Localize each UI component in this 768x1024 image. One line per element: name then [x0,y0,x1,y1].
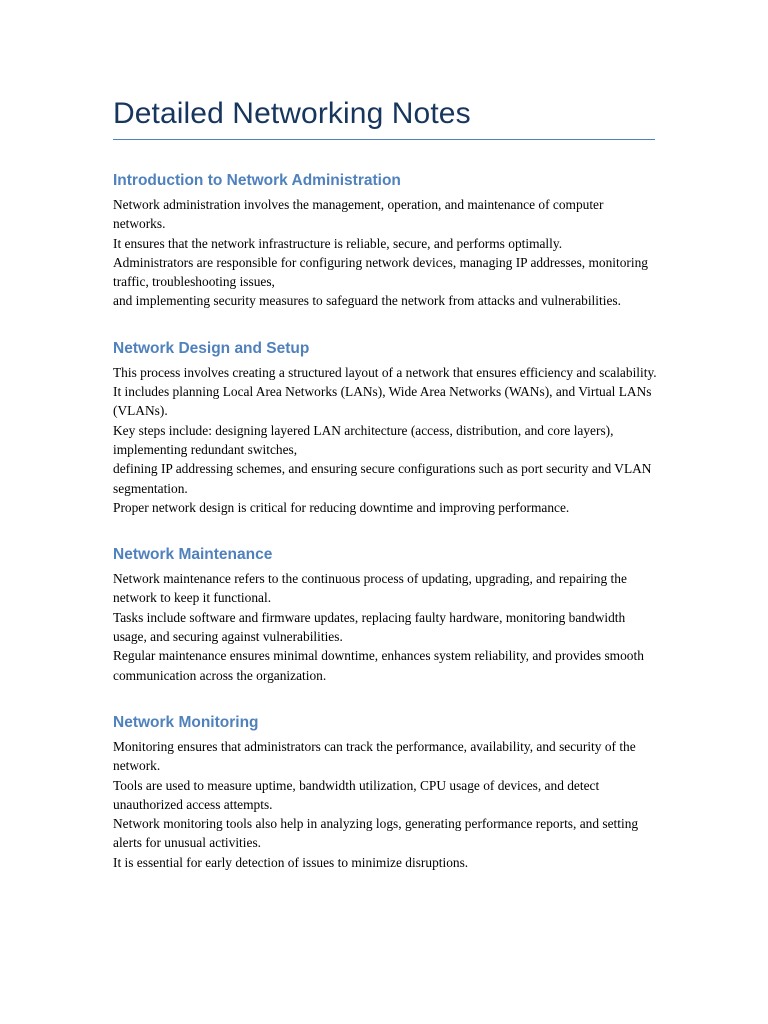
paragraph-line: Monitoring ensures that administrators can track the performance, availability, and security of the network. [113,738,636,774]
section-heading: Network Design and Setup [113,339,310,357]
paragraph-line: This process involves creating a structured layout of a network that ensures efficiency and scalability. [113,364,657,380]
paragraph-line: Key steps include: designing layered LAN architecture (access, distribution, and core layers), implementing redundant switches, [113,422,614,457]
document-body [113,93,658,872]
section-heading: Introduction to Network Administration [113,172,401,189]
section-heading: Network Maintenance [113,546,273,564]
section-heading: Network Monitoring [113,713,259,731]
section-monitoring [113,713,658,872]
paragraph-line: Network maintenance refers to the continuous process of updating, upgrading, and repairing the network to keep it functional. [113,571,627,606]
paragraph-line: Network monitoring tools also help in analyzing logs, generating performance reports, and setting alerts for unusual activities. [113,816,639,851]
paragraph-line: Regular maintenance ensures minimal downtime, enhances system reliability, and provides smooth communication across the organization. [113,648,644,683]
document-title: Detailed Networking Notes [113,97,471,130]
paragraph-line: and implementing security measures to safeguard the network from attacks and vulnerabilities. [113,293,621,309]
title-divider [113,139,655,140]
paragraph-line: It includes planning Local Area Networks (LANs), Wide Area Networks (WANs), and Virtual LANs (VLANs). [113,384,652,419]
paragraph-line: Proper network design is critical for reducing downtime and improving performance. [113,499,570,515]
paragraph-line: It ensures that the network infrastructure is reliable, secure, and performs optimally. [113,235,563,251]
paragraph-line: Tasks include software and firmware updates, replacing faulty hardware, monitoring bandwidth usage, and securing against vulnerabilities. [113,609,626,645]
section-maintenance [113,545,658,685]
paragraph-line: defining IP addressing schemes, and ensuring secure configurations such as port security and VLAN segmentation. [113,461,652,496]
paragraph-line: Network administration involves the management, operation, and maintenance of computer networks. [113,197,604,232]
paragraph-line: Tools are used to measure uptime, bandwidth utilization, CPU usage of devices, and detect unauthorized access attempts. [113,777,600,812]
paragraph-line: Administrators are responsible for configuring network devices, managing IP addresses, monitoring traffic, troubleshooting issues, [113,254,649,290]
section-design-setup [113,339,658,517]
paragraph-line: It is essential for early detection of issues to minimize disruptions. [113,854,469,870]
section-introduction [113,171,658,311]
